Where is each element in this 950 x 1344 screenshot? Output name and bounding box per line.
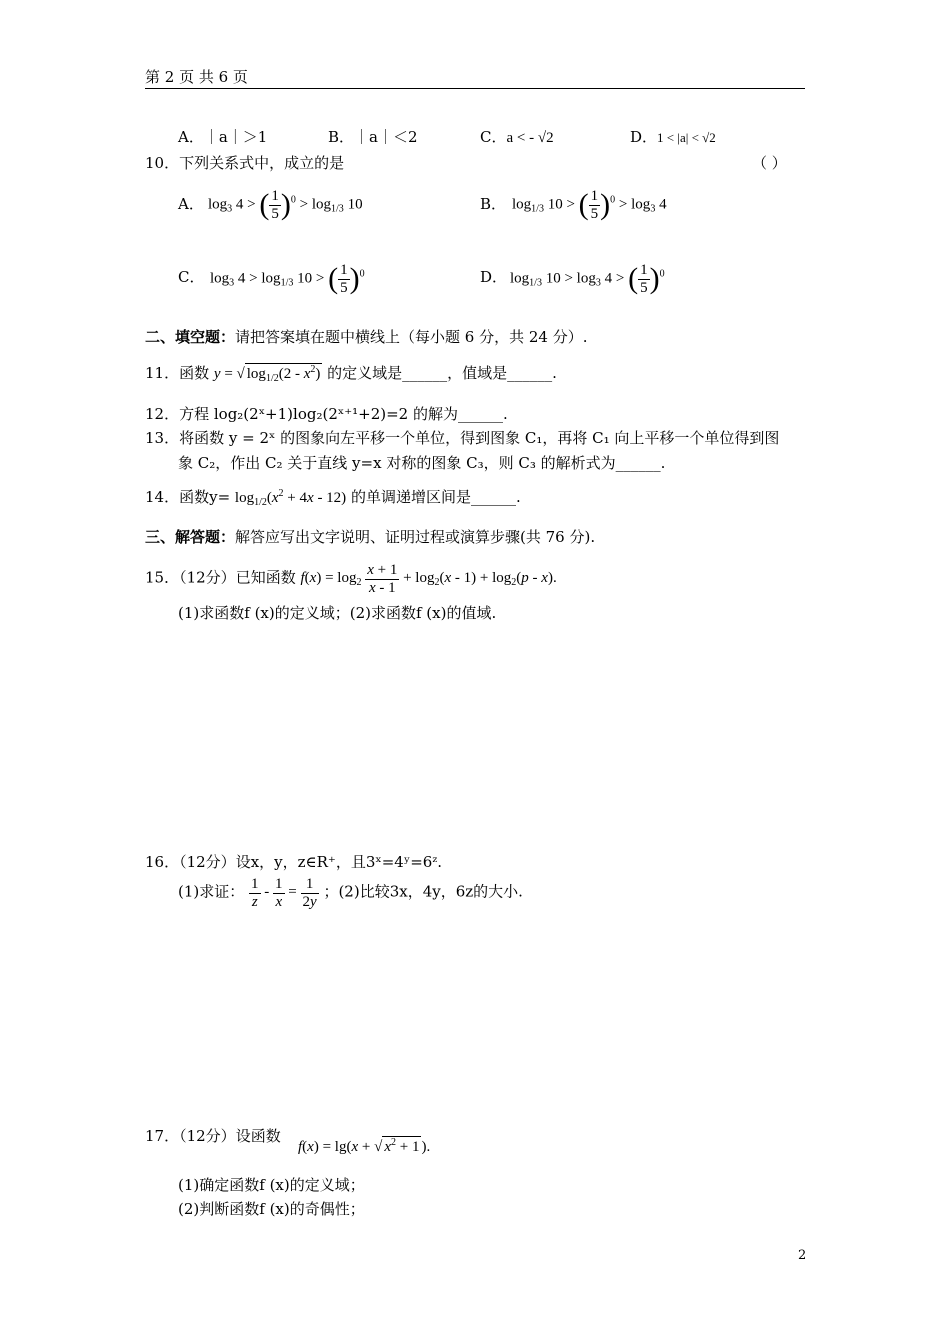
q9-option-c [480,126,554,147]
q17-points: （12分） [179,1127,236,1145]
q16-stem-text: 设x，y，z∈R⁺，且3ˣ=4ʸ=6ᶻ. [235,853,443,871]
q17-stem [145,1125,281,1146]
q16-stem [145,851,442,872]
q16-number: 16． [145,853,180,871]
q16-points: （12分） [179,853,236,871]
section3-instruction: 解答应写出文字说明、证明过程或演算步骤(共 76 分). [235,528,596,546]
q15-stem [145,562,557,596]
q16-part1-post: ；(2)比较3x，4y，6z的大小. [323,882,523,901]
q11-post: 的定义域是______，值域是______. [327,364,557,382]
q10-stem [145,152,344,173]
q9-option-b [328,126,418,147]
section3-title: 三、解答题： [145,528,236,546]
q16-parts [178,876,523,910]
q15-number: 15． [145,568,180,587]
q11-number: 11． [145,364,180,382]
section3-heading [145,526,595,547]
q10-option-b-formula: $\log_{1/3} 10$ > ( $\frac{1}{5}$ )$^0 > \log_3 4$ [512,188,667,222]
q9-option-a-label: A． [178,128,204,146]
section2-title: 二、填空题： [145,328,236,346]
q9-option-c-label: C． [480,128,507,146]
q10-stem-text: 下列关系式中，成立的是 [179,154,345,172]
q16-part1-pre: (1)求证： [178,882,245,901]
q17-number: 17． [145,1127,180,1145]
page-number: 2 [798,1248,807,1263]
q10-option-d-label: D． [480,268,508,286]
q10-option-a-formula: $\log_3 4$ > ( $\frac{1}{5}$ )$^0 > \log_{1/3} 10$ [208,188,363,222]
q13-number: 13． [145,429,180,447]
section2-heading [145,326,588,347]
q10-option-a-label: A． [178,195,204,213]
q9-option-a-text: ｜a｜＞1 [203,128,268,146]
header-rule [145,88,805,89]
q13-line1-text: 将函数 y = 2ˣ 的图象向左平移一个单位，得到图象 C₁，再将 C₁ 向上平移一个单位得到图 [179,429,780,447]
section2-instruction: 请把答案填在题中横线上（每小题 6 分，共 24 分）. [235,328,588,346]
q9-option-d-text: 1 < |a| < √2 [657,130,716,145]
q10-option-c-label: C． [178,268,205,286]
q14-pre: 函数y= [179,488,231,506]
q11 [145,362,557,384]
q10-number: 10． [145,154,180,172]
q15-formula: $f(x) = \log_2$ $\frac{x + 1}{x - 1}$ + $\log_2(x - 1) + \log_2(p - x)$. [300,562,557,596]
q10-answer-bracket: （ ） [752,154,787,172]
q14 [145,486,521,508]
q9-option-c-text: a < - √2 [506,130,554,146]
q9-option-d [630,126,716,147]
q10-option-d-formula: $\log_{1/3} 10 > \log_3 4$ > ( $\frac{1}{5}$ )$^0$ [510,262,665,296]
q11-pre: 函数 [179,364,210,382]
q9-option-b-text: ｜a｜＜2 [354,128,418,146]
q13-line2: 象 C₂，作出 C₂ 关于直线 y=x 对称的图象 C₃，则 C₃ 的解析式为______. [178,454,666,472]
q12 [145,403,508,424]
q11-formula: y = √ $\log_{1/2}(2 - x^2)$ [213,364,321,384]
q15-pre: 已知函数 [235,568,296,587]
q14-formula: $\log_{1/2}(x^2 + 4x - 12)$ [234,488,347,508]
q15-points: （12分） [179,568,236,587]
q12-text: 方程 log₂(2ˣ+1)log₂(2ˣ⁺¹+2)=2 的解为______. [179,405,508,423]
q17-formula: f(x) = lg(x + √ $x^2 + 1$ ). [298,1137,431,1155]
q15-parts: (1)求函数f (x)的定义域；(2)求函数f (x)的值域. [178,604,497,622]
q9-option-b-label: B． [328,128,355,146]
q9-option-a [178,126,267,147]
page-header: 第 2 页 共 6 页 [145,68,248,86]
q17-part1: (1)确定函数f (x)的定义域； [178,1176,365,1194]
q17-pre: 设函数 [235,1127,281,1145]
q17-part2: (2)判断函数f (x)的奇偶性； [178,1200,365,1218]
q14-post: 的单调递增区间是______. [350,488,521,506]
q13-line1 [145,427,779,448]
q14-number: 14． [145,488,180,506]
q12-number: 12． [145,405,180,423]
q10-option-c-formula: $\log_3 4 > \log_{1/3} 10$ > ( $\frac{1}{5}$ )$^0$ [210,262,365,296]
q10-option-b-label: B． [480,195,507,213]
q16-formula: $\frac{1}{z}$ - $\frac{1}{x}$ = $\frac{1}{2y}$ [251,876,317,910]
q9-option-d-label: D． [630,128,658,146]
